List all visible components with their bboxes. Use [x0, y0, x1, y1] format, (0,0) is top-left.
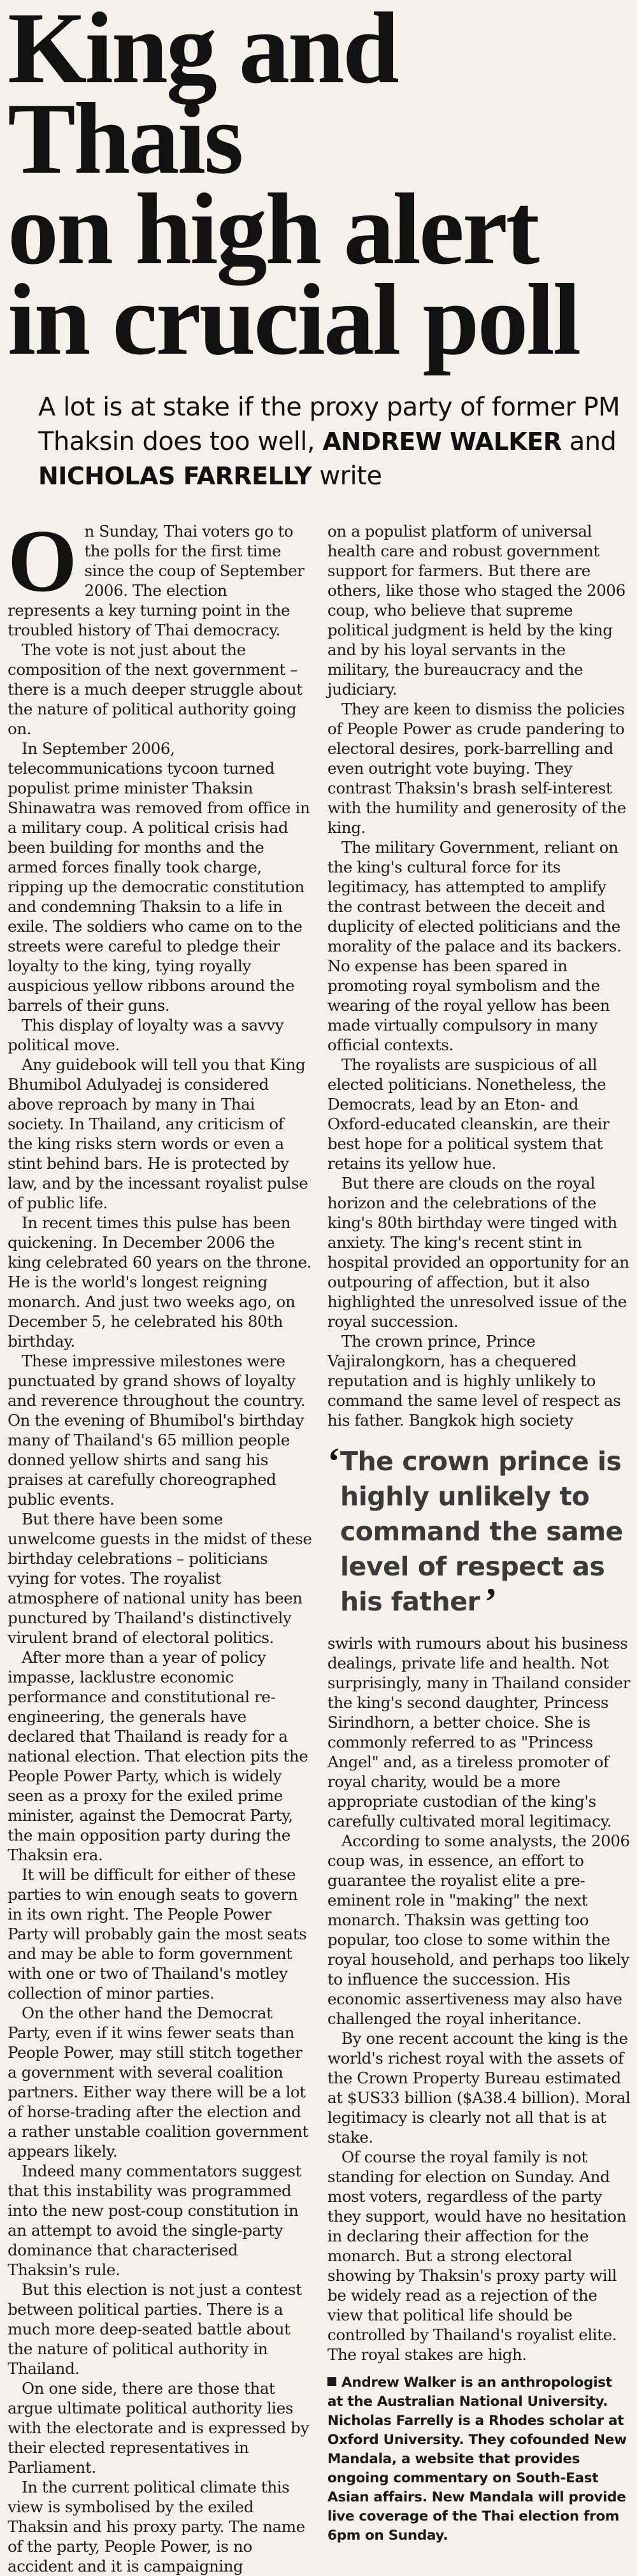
headline-line: on high alert [8, 172, 538, 286]
paragraph: The vote is not just about the composition of the next government – there is a much deeper struggle about the nature of political authority going on. [8, 640, 303, 738]
pull-quote-text: The crown prince is highly unlikely to command the same level of respect as his father [340, 1446, 623, 1617]
quote-close-mark: ’ [484, 1581, 497, 1623]
paragraph: They are keen to dismiss the policies of People Power as crude pandering to electoral desires, pork-barrelling and even outright vote buying. They contrast Thaksin's brash self-interest with the humility and generosity of the king. [327, 700, 626, 837]
paragraph: But this election is not just a contest between political parties. There is a much more deep-seated battle about the nature of political authority in Thailand. [8, 2280, 302, 2378]
byline-author: ANDREW WALKER [322, 428, 562, 456]
paragraph: By one recent account the king is the world's richest royal with the assets of the Crown Property Bureau estimated at $US33 billion ($A38.4 billion). Moral legitimacy is clearly not all that is at stake. [327, 2029, 631, 2146]
article-column-right [327, 521, 632, 2576]
article-body [8, 512, 632, 2576]
paragraph: The military Government, reliant on the king's cultural force for its legitimacy, has attempted to amplify the contrast between the deceit and duplicity of elected politicians and the morality of the palace and its backers. No expense has been spared in promoting royal symbolism and the wearing of the royal yellow has been made virtually compulsory in many official contexts. [327, 838, 622, 1054]
paragraph: on a populist platform of universal health care and robust government support for farmers. But there are others, like those who staged the 2006 coup, who believe that supreme political judgment is held by the king and by his loyal servants in the military, the bureaucracy and the judiciary. [327, 522, 626, 698]
headline [8, 0, 632, 376]
paragraph: In recent times this pulse has been quickening. In December 2006 the king celebrated 60 years on the throne. He is the world's longest reigning monarch. And just two weeks ago, on December 5, he celebrated his 80th birthday. [8, 1213, 312, 1350]
paragraph: In the current political climate this view is symbolised by the exiled Thaksin and his proxy party. The name of the party, People Power, is no accident and it is campaigning [8, 2478, 305, 2575]
paragraph: Of course the royal family is not standing for election on Sunday. And most voters, regardless of the party they support, would have no hesitation in declaring their affection for the monarch. But a strong electoral showing by Thaksin's proxy party will be widely read as a rejection of the view that political life should be controlled by Thailand's royalist elite. The royal stakes are high. [327, 2148, 627, 2364]
paragraph: On Sunday, Thai voters go to the polls for the first time since the coup of September 2006. The election represents a key turning point in the troubled history of Thai democracy. [8, 512, 304, 639]
byline-verb: write [319, 461, 382, 491]
standfirst-text: A lot is at stake if the proxy party of former PM Thaksin does too well, [38, 393, 620, 456]
headline-line: King and Thais [8, 0, 397, 195]
paragraph: The royalists are suspicious of all elected politicians. Nonetheless, the Democrats, lead by an Eton- and Oxford-educated cleanskin, are their best hope for a political system that retains its yellow hue. [327, 1055, 610, 1173]
quote-open-mark: ‘ [327, 1440, 340, 1482]
paragraph: This display of loyalty was a savvy political move. [8, 1016, 284, 1054]
paragraph: It will be difficult for either of these parties to win enough seats to govern in its own right. The People Power Party will probably gain the most seats and may be able to form government with one or two of Thailand's motley collection of minor parties. [8, 1865, 307, 2002]
paragraph: Indeed many commentators suggest that this instability was programmed into the new post-coup constitution in an attempt to avoid the single-party dominance that characterised Thaksin's rule. [8, 2162, 302, 2279]
paragraph: Any guidebook will tell you that King Bhumibol Adulyadej is considered above reproach by many in Thai society. In Thailand, any criticism of the king risks stern words or even a stint behind bars. He is protected by law, and by the incessant royalist pulse of public life. [8, 1055, 308, 1212]
paragraph: On one side, there are those that argue ultimate political authority lies with the electorate and is expressed by their elected representatives in Parliament. [8, 2379, 310, 2477]
paragraph: These impressive milestones were punctuated by grand shows of loyalty and reverence throughout the country. On the evening of Bhumibol's birthday many of Thailand's 65 million people donned yellow shirts and sang his praises at carefully choreographed public events. [8, 1352, 305, 1509]
bullet-square-icon [327, 2377, 336, 2386]
paragraph: The crown prince, Prince Vajiralongkorn, has a chequered reputation and is highly unlikely to command the same level of respect as his father. Bangkok high society [327, 1332, 621, 1429]
paragraph: swirls with rumours about his business dealings, private life and health. Not surprisingly, many in Thailand consider the king's second daughter, Princess Sirindhorn, a better choice. She is commonly referred to as "Princess Angel" and, as a tireless promoter of royal charity, would be a more appropriate custodian of the king's carefully cultivated moral legitimacy. [327, 1634, 631, 1830]
headline-line: in crucial poll [8, 263, 580, 376]
paragraph: But there are clouds on the royal horizon and the celebrations of the king's 80th birthday were tinged with anxiety. The king's recent stint in hospital provided an opportunity for an outpouring of affection, but it also highlighted the unresolved issue of the royal succession. [327, 1174, 629, 1331]
author-bio [327, 2373, 632, 2545]
standfirst [38, 390, 632, 493]
paragraph: On the other hand the Democrat Party, even if it wins fewer seats than People Power, may still stitch together a government with several coalition partners. Either way there will be a lot of horse-trading after the election and a rather unstable coalition government appears likely. [8, 2004, 308, 2160]
paragraph: According to some analysts, the 2006 coup was, in essence, an effort to guarantee the royalist elite a pre-eminent role in "making" the next monarch. Thaksin was getting too popular, too close to some within the royal household, and perhaps too likely to influence the succession. His economic assertiveness may also have challenged the royal inheritance. [327, 1832, 630, 2028]
paragraph: After more than a year of policy impasse, lacklustre economic performance and constitutional re-engineering, the generals have declared that Thailand is ready for a national election. That election pits the People Power Party, which is widely seen as a proxy for the exiled prime minister, against the Democrat Party, the main opposition party during the Thaksin era. [8, 1648, 308, 1864]
byline-author: NICHOLAS FARRELLY [38, 462, 312, 490]
article-column-left [8, 512, 312, 2576]
byline-and: and [569, 427, 617, 456]
drop-cap: O [8, 512, 77, 611]
paragraph: In September 2006, telecommunications tycoon turned populist prime minister Thaksin Shinawatra was removed from office in a military coup. A political crisis had been building for months and the armed forces finally took charge, ripping up the democratic constitution and condemning Thaksin to a life in exile. The soldiers who came on to the streets were careful to pledge their loyalty to the king, tying royally auspicious yellow ribbons around the barrels of their guns. [8, 739, 310, 1015]
paragraph: But there have been some unwelcome guests in the midst of these birthday celebrations – politicians vying for votes. The royalist atmosphere of national unity has been punctured by Thailand's distinctively virulent brand of electoral politics. [8, 1510, 312, 1647]
pull-quote [327, 1440, 632, 1623]
author-bio-text: Andrew Walker is an anthropologist at the Australian National University. Nicholas Farrelly is a Rhodes scholar at Oxford University. They cofounded New Mandala, a website that provides ongoing commentary on South-East Asian affairs. New Mandala will provide live coverage of the Thai election from 6pm on Sunday. [327, 2375, 627, 2543]
